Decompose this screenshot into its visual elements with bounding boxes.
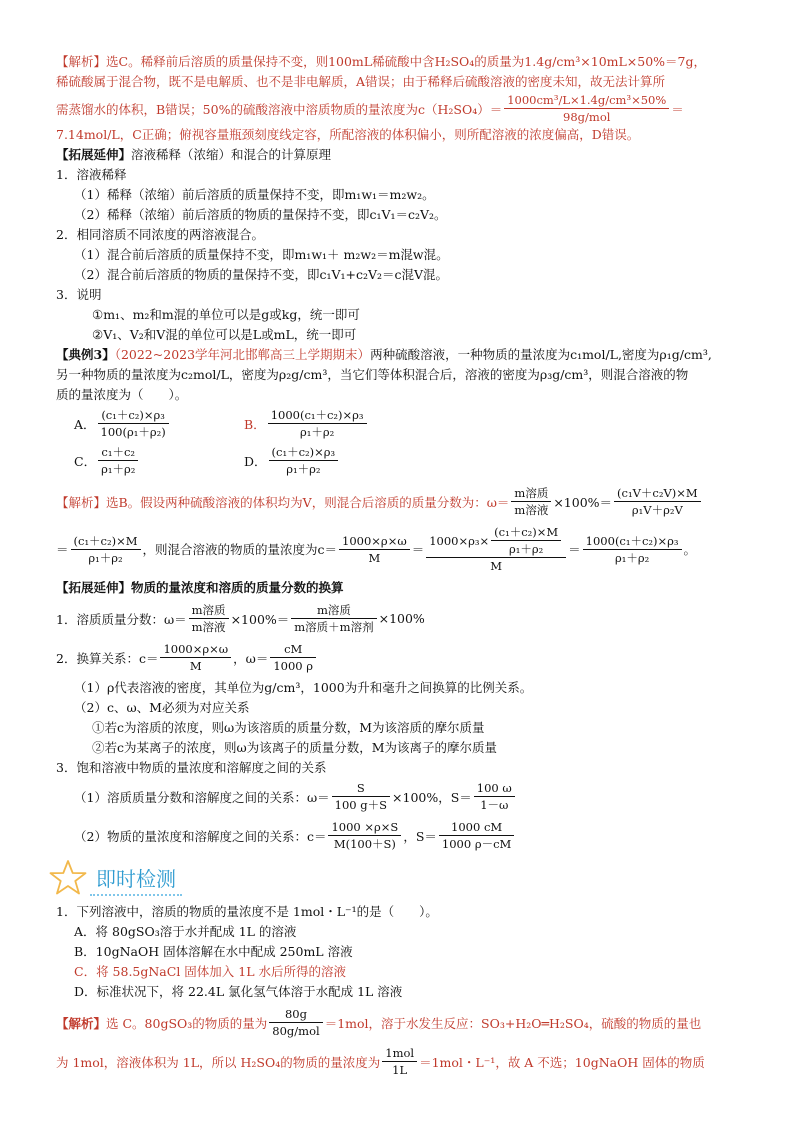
answer-3-line-1 (56, 485, 740, 518)
star-icon (48, 858, 88, 898)
fraction (98, 444, 138, 477)
option-b (244, 407, 414, 440)
analysis-line-4: 7.14mol/L，C正确；俯视容量瓶颈刻度线定容，所配溶液的体积偏小，则所配溶液的浓度偏高，D错误。 (56, 127, 640, 142)
numerator: 80g (269, 1006, 322, 1023)
denominator: 1L (392, 1063, 408, 1077)
fraction (71, 533, 141, 566)
option-label: C． (74, 453, 97, 469)
example-text: 两种硫酸溶液，一种物质的量浓度为c₁mol/L,密度为ρ₁g/cm³, (370, 347, 712, 362)
fraction (160, 641, 231, 674)
question-1-option-d: D．标准状况下，将 22.4L 氯化氢气体溶于水配成 1L 溶液 (74, 984, 403, 999)
formula-text: 1．溶质质量分数：ω＝ (56, 611, 187, 627)
numerator: cM (270, 641, 316, 658)
question-1-option-a: A．将 80gSO₃溶于水并配成 1L 的溶液 (74, 924, 297, 939)
option-label: D． (244, 453, 267, 469)
answer-text: 【解析】选B。假设两种硫酸溶液的体积均为V，则混合后溶质的质量分数为：ω＝ (56, 494, 510, 510)
denominator: M(100＋S) (333, 837, 396, 851)
fraction (270, 641, 316, 674)
option-c (74, 444, 244, 477)
answer-text: ×100%＝ (553, 494, 613, 510)
fraction (328, 819, 401, 852)
option-d (244, 444, 414, 477)
numerator: (c₁＋c₂)×ρ₃ (269, 444, 339, 461)
numerator: 1000×ρ×ω (160, 641, 231, 658)
answer-text: ＝1mol，溶于水发生反应：SO₃+H₂O═H₂SO₄，硫酸的物质的量也 (324, 1015, 702, 1031)
extension-label: 【拓展延伸】 (56, 147, 132, 162)
formula-mass-fraction (56, 602, 740, 635)
question-1-option-b: B．10gNaOH 固体溶解在水中配成 250mL 溶液 (74, 944, 353, 959)
item-2: 2．相同溶质不同浓度的两溶液混合。 (56, 227, 264, 242)
numerator: c₁＋c₂ (98, 444, 138, 461)
formula-solubility-1 (56, 780, 740, 813)
formula-text: ，ω＝ (233, 650, 269, 666)
formula-text: ×100% (378, 611, 425, 626)
numerator: 1000 ×ρ×S (328, 819, 401, 836)
item-3-2: ②V₁、V₂和V混的单位可以是L或mL，统一即可 (92, 327, 357, 342)
denominator: 1－ω (480, 798, 509, 812)
option-label: A． (74, 416, 96, 432)
note-2-1: （1）ρ代表溶液的密度，其单位为g/cm³，1000为升和毫升之间换算的比例关系。 (74, 680, 533, 695)
fraction (583, 533, 682, 566)
extension-heading-2: 【拓展延伸】物质的量浓度和溶质的质量分数的换算 (56, 580, 344, 595)
numerator-prefix: 1000×ρ₃× (429, 533, 490, 548)
item-2-1: （1）混合前后溶质的质量保持不变，即m₁w₁＋ m₂w₂＝m混w混。 (74, 247, 449, 262)
item-2-2: （2）混合前后溶质的物质的量保持不变，即c₁V₁+c₂V₂＝c混V混。 (74, 267, 449, 282)
answer-label: 【解析】 (56, 1015, 107, 1031)
denominator: 1000 ρ (273, 659, 314, 673)
item-saturated: 3．饱和溶液中物质的量浓度和溶解度之间的关系 (56, 760, 327, 775)
numerator: (c₁＋c₂)×M (71, 533, 141, 550)
note-2-2-b: ②若c为某离子的浓度，则ω为该离子的质量分数，M为该离子的摩尔质量 (92, 740, 497, 755)
fraction (511, 485, 551, 518)
compound-fraction (426, 524, 566, 574)
fraction (269, 1006, 322, 1039)
section-title: 即时检测 (90, 861, 182, 896)
denominator: ρ₁＋ρ₂ (614, 550, 650, 565)
numerator (426, 524, 566, 558)
denominator: ρ₁＋ρ₂ (299, 425, 335, 439)
denominator: ρ₁＋ρ₂ (101, 462, 136, 476)
numerator: 1000 cM (439, 819, 514, 836)
equals-sign: ＝ (411, 542, 425, 557)
example-source: （2022~2023学年河北邯郸高三上学期期末） (114, 347, 371, 362)
denominator: M (189, 659, 202, 673)
formula-solubility-2 (56, 819, 740, 852)
denominator: 98g/mol (563, 110, 611, 124)
equals-sign: ＝ (671, 101, 684, 117)
numerator: m溶质 (291, 602, 376, 619)
item-1-1: （1）稀释（浓缩）前后溶质的质量保持不变，即m₁w₁＝m₂w₂。 (74, 187, 435, 202)
question-1-answer-line-1 (56, 1006, 740, 1039)
options-row-1 (56, 407, 740, 440)
example-3-line-1 (56, 345, 740, 365)
numerator: (c₁＋c₂)×ρ₃ (98, 407, 169, 424)
numerator: (c₁V＋c₂V)×M (614, 485, 701, 502)
numerator: 100 ω (474, 780, 515, 797)
denominator: m溶液 (514, 503, 549, 517)
formula-text: 2．换算关系：c＝ (56, 650, 159, 666)
note-2-2: （2）c、ω、M必须为对应关系 (74, 700, 250, 715)
formula-text: ×100%＝ (230, 611, 290, 627)
note-2-2-a: ①若c为溶质的浓度，则ω为该溶质的质量分数，M为该溶质的摩尔质量 (92, 720, 485, 735)
option-label: B． (244, 416, 266, 432)
answer-text: 为 1mol，溶液体积为 1L，所以 H₂SO₄的物质的量浓度为 (56, 1054, 381, 1070)
example-3-line-2: 另一种物质的量浓度为c₂mol/L，密度为ρ₂g/cm³，当它们等体积混合后，溶液的密度为ρ₃g/cm³，则混合溶液的物 (56, 367, 689, 382)
document-page (56, 52, 740, 1078)
fraction (614, 485, 701, 518)
fraction (339, 533, 410, 566)
options-row-2 (56, 444, 740, 477)
numerator: (c₁＋c₂)×M (491, 524, 561, 541)
formula-text: ，S＝ (403, 828, 437, 844)
denominator: 80g/mol (272, 1024, 320, 1038)
fraction (474, 780, 515, 813)
numerator: m溶质 (511, 485, 551, 502)
denominator: 1000 ρ－cM (441, 837, 512, 851)
numerator: 1mol (382, 1045, 417, 1062)
numerator: m溶质 (189, 602, 229, 619)
fraction (291, 602, 376, 635)
answer-3-line-2 (56, 524, 740, 574)
formula-conversion (56, 641, 740, 674)
denominator: M (490, 559, 503, 573)
denominator: ρ₁＋ρ₂ (509, 542, 544, 556)
formula-text: ×100%，S＝ (392, 789, 472, 805)
numerator: 1000(c₁＋c₂)×ρ₃ (268, 407, 367, 424)
numerator: 1000(c₁＋c₂)×ρ₃ (583, 533, 682, 550)
denominator: ρ₁＋ρ₂ (286, 462, 321, 476)
denominator: 100 g＋S (334, 798, 388, 812)
question-1-option-c: C．将 58.5gNaCl 固体加入 1L 水后所得的溶液 (74, 964, 346, 979)
analysis-line-1: 【解析】选C。稀释前后溶质的质量保持不变，则100mL稀硫酸中含H₂SO₄的质量为1.4g/cm³×10mL×50%＝7g， (56, 54, 707, 69)
extension-heading-1 (56, 145, 740, 165)
answer-text: 选 C。80gSO₃的物质的量为 (106, 1015, 268, 1031)
denominator: ρ₁V＋ρ₂V (631, 503, 683, 517)
question-1-stem: 1．下列溶液中，溶质的物质的量浓度不是 1mol・L⁻¹的是（ ）。 (56, 904, 438, 919)
fraction (439, 819, 514, 852)
analysis-line-3 (56, 92, 740, 125)
example-3-line-3: 质的量浓度为（ ）。 (56, 387, 188, 402)
extension-title: 溶液稀释（浓缩）和混合的计算原理 (131, 147, 332, 162)
section-header (48, 858, 740, 898)
item-3: 3．说明 (56, 287, 102, 302)
analysis-line-2: 稀硫酸属于混合物，既不是电解质、也不是非电解质，A错误；由于稀释后硫酸溶液的密度未知，故无法计算所 (56, 74, 666, 89)
denominator: m溶质＋m溶剂 (294, 620, 374, 634)
fraction (269, 444, 339, 477)
denominator: M (368, 550, 381, 565)
analysis-text: 需蒸馏水的体积，B错误；50%的硫酸溶液中溶质物质的量浓度为c（H₂SO₄）＝ (56, 101, 503, 117)
fraction (504, 92, 669, 125)
item-3-1: ①m₁、m₂和m混的单位可以是g或kg，统一即可 (92, 307, 360, 322)
fraction (98, 407, 169, 440)
item-1-2: （2）稀释（浓缩）前后溶质的物质的量保持不变，即c₁V₁＝c₂V₂。 (74, 207, 447, 222)
option-a (74, 407, 244, 440)
answer-text: ＝1mol・L⁻¹，故 A 不选；10gNaOH 固体的物质 (419, 1054, 705, 1070)
equals-sign: ＝ (568, 542, 581, 557)
question-1-answer-line-2 (56, 1045, 740, 1078)
numerator: 1000×ρ×ω (339, 533, 410, 550)
denominator: ρ₁＋ρ₂ (88, 550, 123, 565)
fraction (189, 602, 229, 635)
inner-fraction (491, 524, 561, 557)
period: 。 (683, 542, 697, 557)
denominator: m溶液 (191, 620, 226, 634)
formula-text: （1）溶质质量分数和溶解度之间的关系：ω＝ (74, 789, 330, 805)
fraction (332, 780, 390, 813)
fraction (382, 1045, 417, 1078)
numerator: S (332, 780, 390, 797)
example-label: 【典例3】 (56, 347, 115, 362)
equals-sign: ＝ (56, 542, 69, 557)
fraction (268, 407, 367, 440)
formula-text: （2）物质的量浓度和溶解度之间的关系：c＝ (74, 828, 327, 844)
item-1: 1．溶液稀释 (56, 167, 127, 182)
answer-text: ，则混合溶液的物质的量浓度为c＝ (142, 542, 338, 557)
denominator: 100(ρ₁＋ρ₂) (100, 425, 166, 439)
numerator: 1000cm³/L×1.4g/cm³×50% (504, 92, 669, 109)
